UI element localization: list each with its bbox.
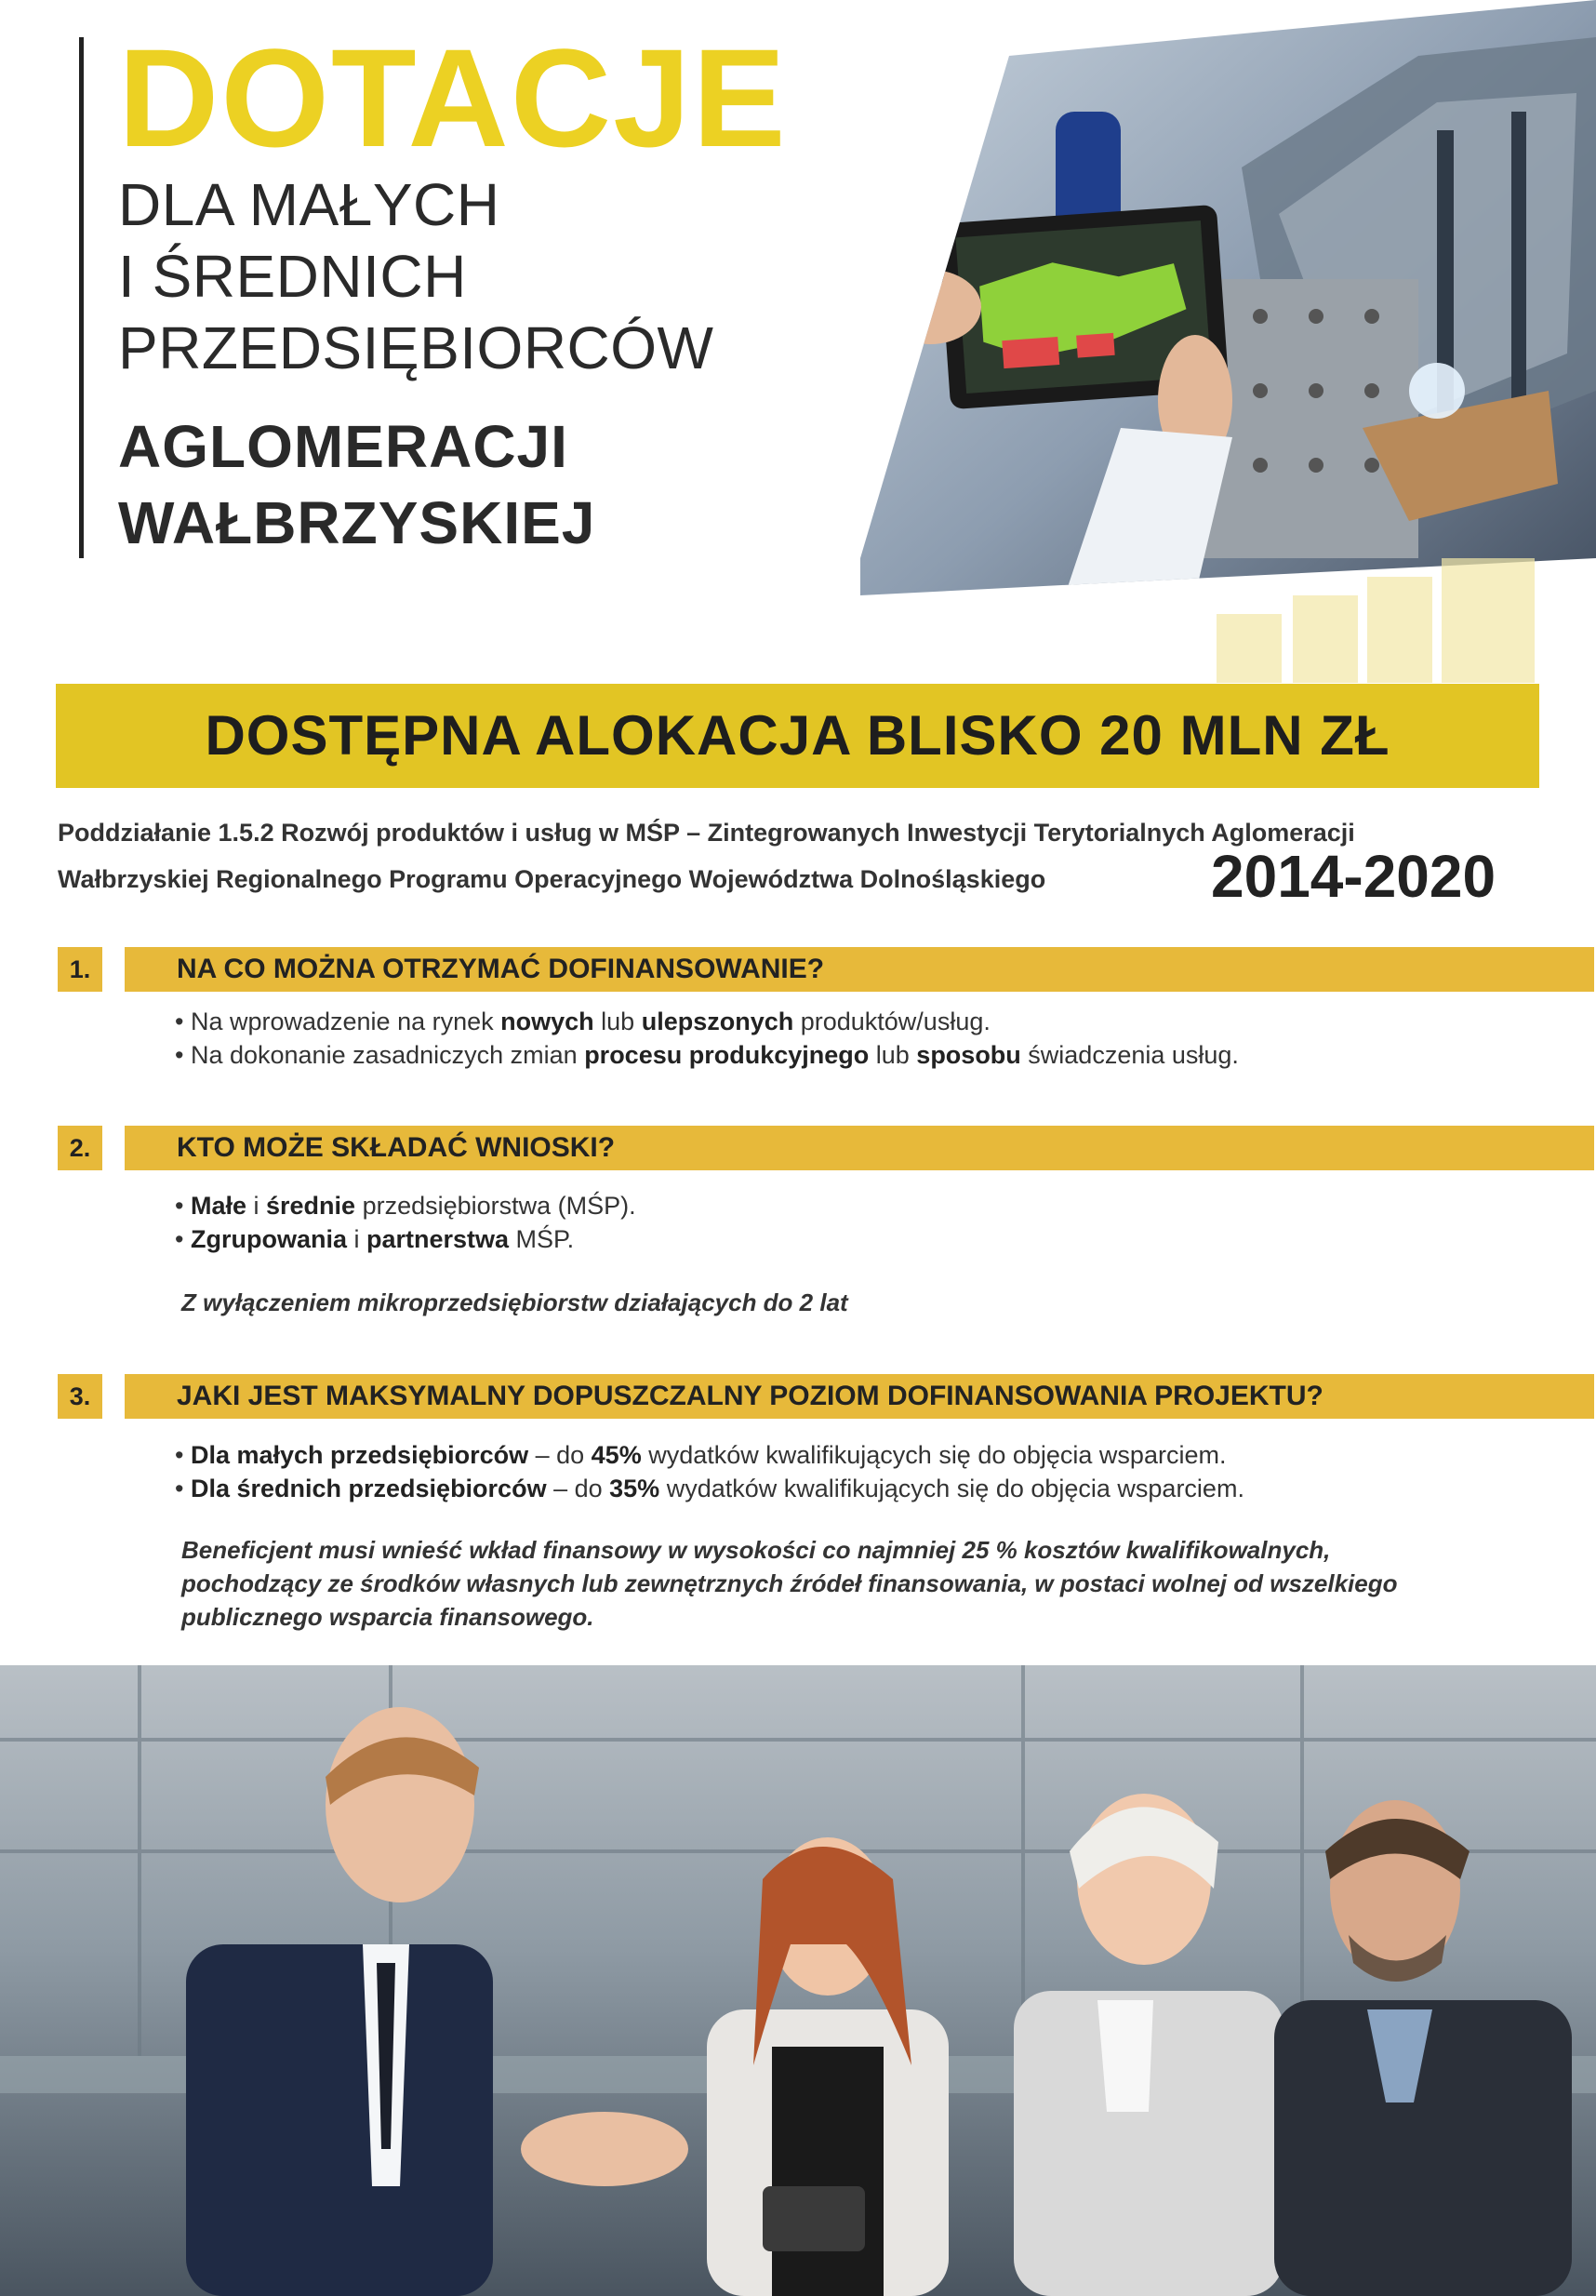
list-item: • Dla średnich przedsiębiorców – do 35% wydatków kwalifikujących się do objęcia wsparciem. xyxy=(175,1475,1244,1502)
subtitle-line: DLA MAŁYCH xyxy=(118,171,500,238)
section-number: 3. xyxy=(69,1382,91,1410)
subtitle-line-bold: AGLOMERACJI xyxy=(118,413,568,480)
section-3-note xyxy=(181,1533,1398,1634)
section-2-note: Z wyłączeniem mikroprzedsiębiorstw działających do 2 lat xyxy=(181,1288,848,1316)
section-number-box xyxy=(58,1126,102,1170)
factory-tablet-photo xyxy=(842,0,1596,651)
program-years: 2014-2020 xyxy=(1211,843,1496,910)
subtitle-line: PRZEDSIĘBIORCÓW xyxy=(118,314,714,381)
section-heading: JAKI JEST MAKSYMALNY DOPUSZCZALNY POZIOM DOFINANSOWANIA PROJEKTU? xyxy=(177,1381,1323,1411)
subtitle-line-bold: WAŁBRZYSKIEJ xyxy=(118,489,596,556)
note-line: pochodzący ze środków własnych lub zewnętrznych źródeł finansowania, w postaci wolnej od wszelkiego xyxy=(181,1569,1398,1597)
program-line: Wałbrzyskiej Regionalnego Programu Operacyjnego Województwa Dolnośląskiego xyxy=(58,865,1046,893)
program-line: Poddziałanie 1.5.2 Rozwój produktów i usług w MŚP – Zintegrowanych Inwestycji Terytorialnych Aglomeracji xyxy=(58,819,1355,847)
decor-block xyxy=(1442,558,1535,683)
section-number: 2. xyxy=(69,1134,91,1162)
page-title: DOTACJE xyxy=(118,20,788,176)
decor-block xyxy=(1217,614,1282,683)
section-2-list xyxy=(175,1189,636,1256)
section-1-list xyxy=(175,1005,1239,1072)
section-heading-bar xyxy=(125,1126,1594,1170)
list-item: • Dla małych przedsiębiorców – do 45% wydatków kwalifikujących się do objęcia wsparciem. xyxy=(175,1441,1227,1469)
list-item: • Zgrupowania i partnerstwa MŚP. xyxy=(175,1225,575,1253)
section-number-box xyxy=(58,947,102,992)
section-number-box xyxy=(58,1374,102,1419)
title-divider xyxy=(79,37,84,558)
list-item: • Małe i średnie przedsiębiorstwa (MŚP). xyxy=(175,1192,636,1220)
subtitle-line: I ŚREDNICH xyxy=(118,243,467,310)
section-heading-bar xyxy=(125,947,1594,992)
decor-block xyxy=(1293,595,1358,683)
list-item: • Na wprowadzenie na rynek nowych lub ulepszonych produktów/usług. xyxy=(175,1008,991,1035)
section-heading-bar xyxy=(125,1374,1594,1419)
section-heading: KTO MOŻE SKŁADAĆ WNIOSKI? xyxy=(177,1132,616,1163)
allocation-banner xyxy=(56,684,1539,788)
note-line: Beneficjent musi wnieść wkład finansowy w wysokości co najmniej 25 % kosztów kwalifikowalnych, xyxy=(181,1536,1331,1564)
note-line: publicznego wsparcia finansowego. xyxy=(181,1603,594,1631)
allocation-text: DOSTĘPNA ALOKACJA BLISKO 20 MLN ZŁ xyxy=(205,704,1390,767)
business-people-photo xyxy=(0,1665,1596,2296)
decor-block xyxy=(1367,577,1432,683)
section-number: 1. xyxy=(69,955,91,983)
section-heading: NA CO MOŻNA OTRZYMAĆ DOFINANSOWANIE? xyxy=(177,954,825,984)
title-block xyxy=(79,20,879,558)
list-item: • Na dokonanie zasadniczych zmian procesu produkcyjnego lub sposobu świadczenia usług. xyxy=(175,1041,1239,1069)
section-3-list xyxy=(175,1438,1244,1505)
